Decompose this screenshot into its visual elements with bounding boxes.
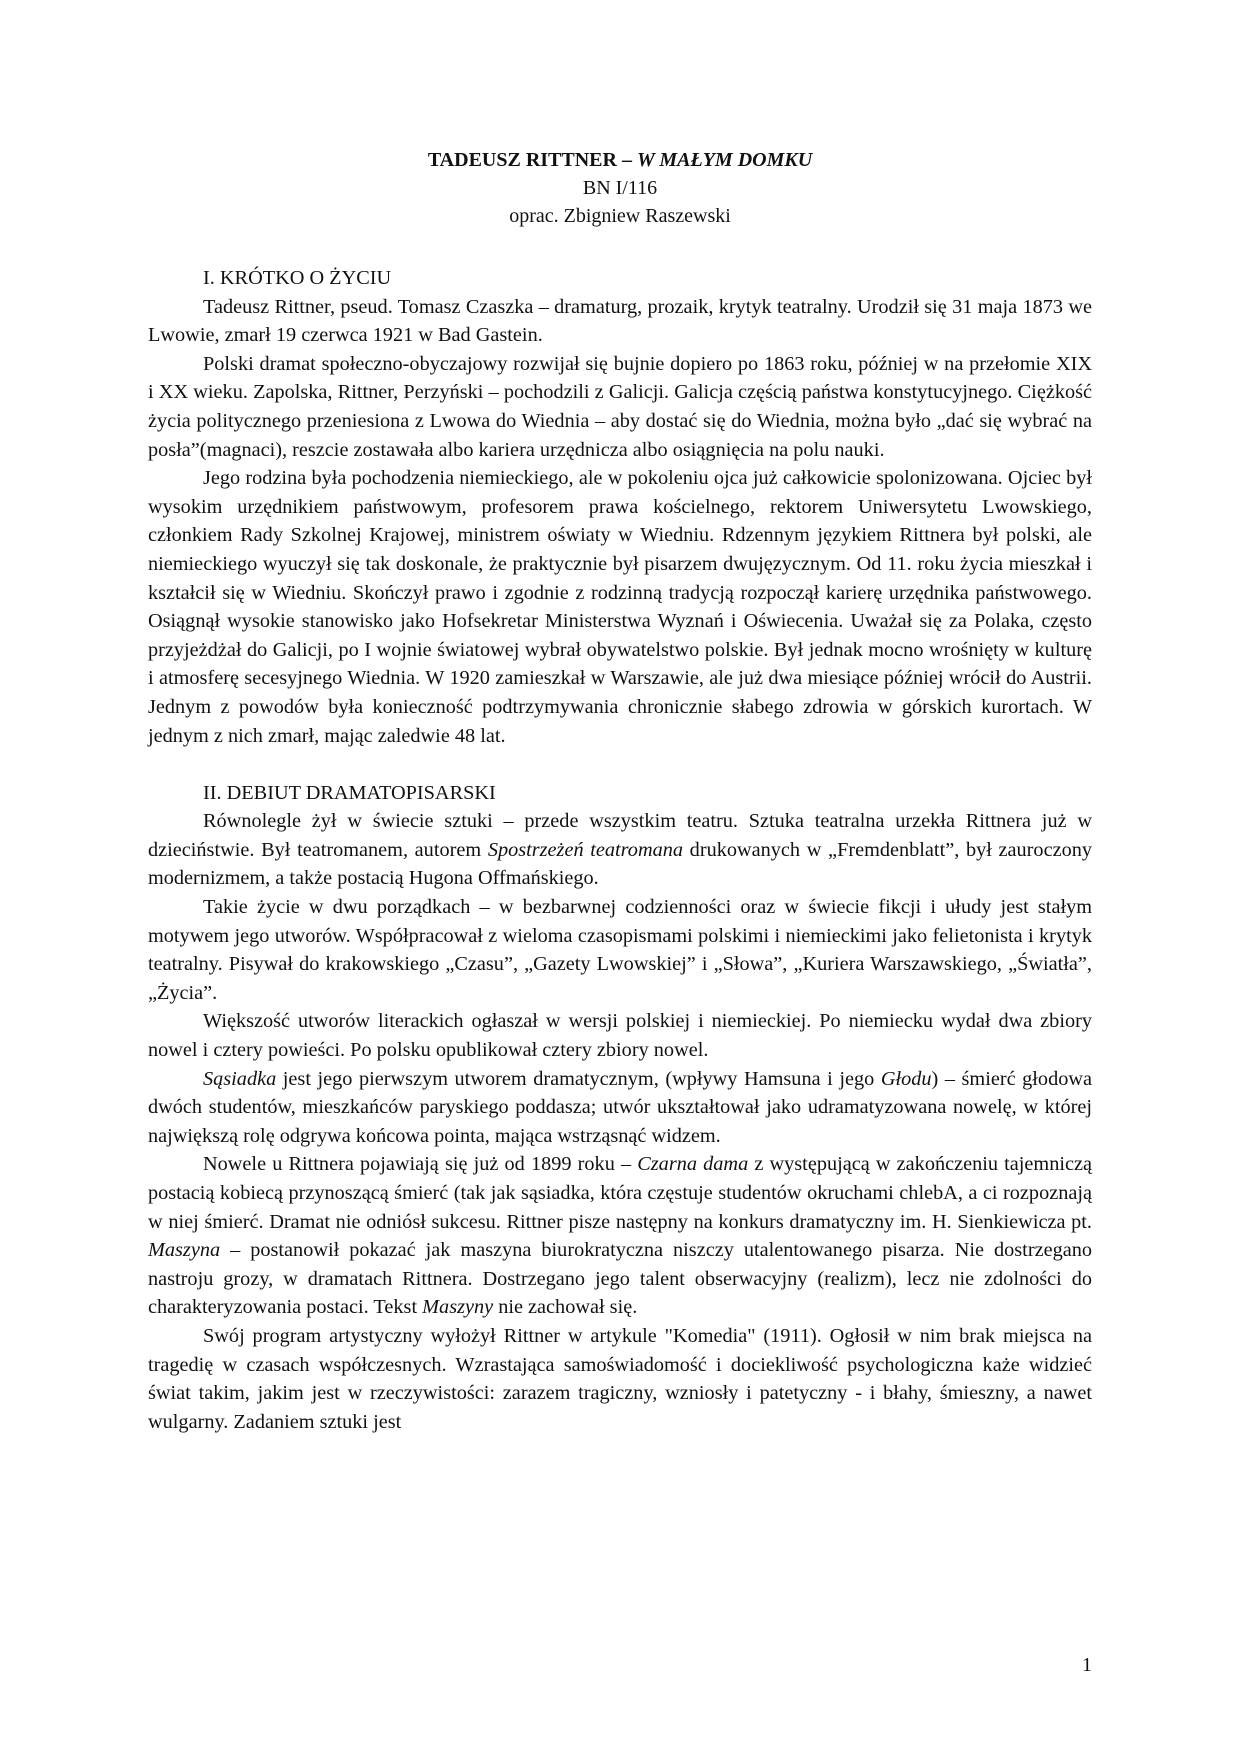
text-run: Równolegle żył w świecie sztuki – przede wszystkim teatru. Sztuka teatralna urzekła Rittnera już w dzieciństwie. Był teatromanem, autorem: [148, 810, 1092, 861]
italic-title: Głodu: [880, 1067, 932, 1090]
paragraph: Takie życie w dwu porządkach – w bezbarwnej codzienności oraz w świecie fikcji i ułudy jest stałym motywem jego utworów. Współpracował z wieloma czasopismami polskimi i niemieckimi jako felietonista i krytyk teatralny. Pisywał do krakowskiego „Czasu”, „Gazety Lwowskiej” i „Słowa”, „Kuriera Warszawskiego, „Światła”, „Życia”.: [148, 896, 1092, 1004]
paragraph: Większość utworów literackich ogłaszał w wersji polskiej i niemieckiej. Po niemiecku wydał dwa zbiory nowel i cztery powieści. Po polsku opublikował cztery zbiory nowel.: [148, 1010, 1092, 1062]
editor-line: oprac. Zbigniew Raszewski: [509, 205, 731, 227]
document-header: [0, 146, 1240, 230]
text-run: nie zachował się.: [493, 1296, 638, 1319]
title-author: TADEUSZ RITTNER –: [427, 149, 637, 171]
section-gap: [148, 750, 1092, 779]
italic-title: Maszyny: [422, 1296, 494, 1319]
document-title: [0, 146, 1240, 174]
paragraph: Tadeusz Rittner, pseud. Tomasz Czaszka – dramaturg, prozaik, krytyk teatralny. Urodził się 31 maja 1873 we Lwowie, zmarł 19 czerwca 1921 w Bad Gastein.: [148, 295, 1092, 347]
page-number: 1: [1082, 1654, 1092, 1676]
text-run: Nowele u Rittnera pojawiają się już od 1899 roku –: [203, 1153, 638, 1176]
text-run: drukowanych w „Fremdenblatt”, był zauroczony modernizmem, a także postacią Hugona Offmańskiego.: [148, 838, 1092, 890]
italic-title: Maszyna: [148, 1239, 221, 1262]
paragraph: [148, 1065, 1092, 1151]
italic-title: Spostrzeżeń teatromana: [487, 838, 684, 861]
text-run: z występującą w zakończeniu tajemniczą postacią kobiecą przynoszącą śmierć (tak jak sąsiadka, która częstuje studentów okruchami chlebA, a ci rozpoznają w niej śmierć. Dramat nie odniósł sukcesu. Rittner pisze następny na konkurs dramatyczny im. H. Sienkiewicza pt.: [148, 1153, 1092, 1233]
paragraph: Jego rodzina była pochodzenia niemieckiego, ale w pokoleniu ojca już całkowicie spolonizowana. Ojciec był wysokim urzędnikiem państwowym, profesorem prawa kościelnego, rektorem Uniwersytetu Lwowskiego, członkiem Rady Szkolnej Krajowej, ministrem oświaty w Wiedniu. Rdzennym językiem Rittnera był polski, ale niemieckiego wyuczył się tak doskonale, że praktycznie był pisarzem dwujęzycznym. Od 11. roku życia mieszkał i kształcił się w Wiedniu. Skończył prawo i zgodnie z rodzinną tradycją rozpoczął karierę urzędnika państwowego. Osiągnął wysokie stanowisko jako Hofsekretar Ministerstwa Wyznań i Oświecenia. Uważał się za Polaka, często przyjeżdżał do Galicji, po I wojnie światowej wybrał obywatelstwo polskie. Był jednak mocno wrośnięty w kulturę i atmosferę secesyjnego Wiednia. W 1920 zamieszkał w Warszawie, ale już dwa miesiące później wrócił do Austrii. Jednym z powodów była konieczność podtrzymywania chronicznie słabego zdrowia w górskich kurortach. W jednym z nich zmarł, mając zaledwie 48 lat.: [148, 467, 1092, 747]
paragraph: Swój program artystyczny wyłożył Rittner w artykule "Komedia" (1911). Ogłosił w nim brak miejsca na tragedię w czasach współczesnych. Wzrastająca samoświadomość i dociekliwość psychologiczna każe widzieć świat takim, jakim jest w rzeczywistości: zarazem tragiczny, wzniosły i patetyczny - i błahy, śmieszny, a nawet wulgarny. Zadaniem sztuki jest: [148, 1324, 1092, 1433]
section-heading-1: I. KRÓTKO O ŻYCIU: [203, 267, 392, 289]
section-heading-2: II. DEBIUT DRAMATOPISARSKI: [203, 781, 496, 804]
document-body: [148, 264, 1092, 1436]
text-run: – postanowił pokazać jak maszyna biurokratyczna niszczy utalentowanego pisarza. Nie dostrzegano nastroju grozy, w dramatach Rittnera. Dostrzegano jego talent obserwacyjny (realizm), lecz nie zdolności do charakteryzowania postaci. Tekst: [148, 1239, 1092, 1319]
paragraph: [148, 807, 1092, 893]
paragraph: [148, 1150, 1092, 1322]
text-run: ) – śmierć głodowa dwóch studentów, mieszkańców paryskiego poddasza; utwór ukształtował jako udramatyzowana nowelę, w której największą rolę odgrywa końcowa pointa, mająca wstrząsnąć widzem.: [148, 1067, 1093, 1147]
italic-title: Czarna dama: [637, 1153, 749, 1176]
paragraph: Polski dramat społeczno-obyczajowy rozwijał się bujnie dopiero po 1863 roku, później w na przełomie XIX i XX wieku. Zapolska, Rittner, Perzyński – pochodzili z Galicji. Galicja częścią państwa konstytucyjnego. Ciężkość życia politycznego przeniesiona z Lwowa do Wiednia – aby dostać się do Wiednia, można było „dać się wybrać na posła”(magnaci), reszcie zostawała albo kariera urzędnicza albo osiągnięcia na polu nauki.: [148, 352, 1092, 461]
text-run: jest jego pierwszym utworem dramatycznym, (wpływy Hamsuna i jego: [276, 1067, 881, 1090]
title-work: W MAŁYM DOMKU: [636, 149, 813, 171]
italic-title: Sąsiadka: [203, 1067, 277, 1090]
catalog-number: BN I/116: [582, 177, 658, 199]
